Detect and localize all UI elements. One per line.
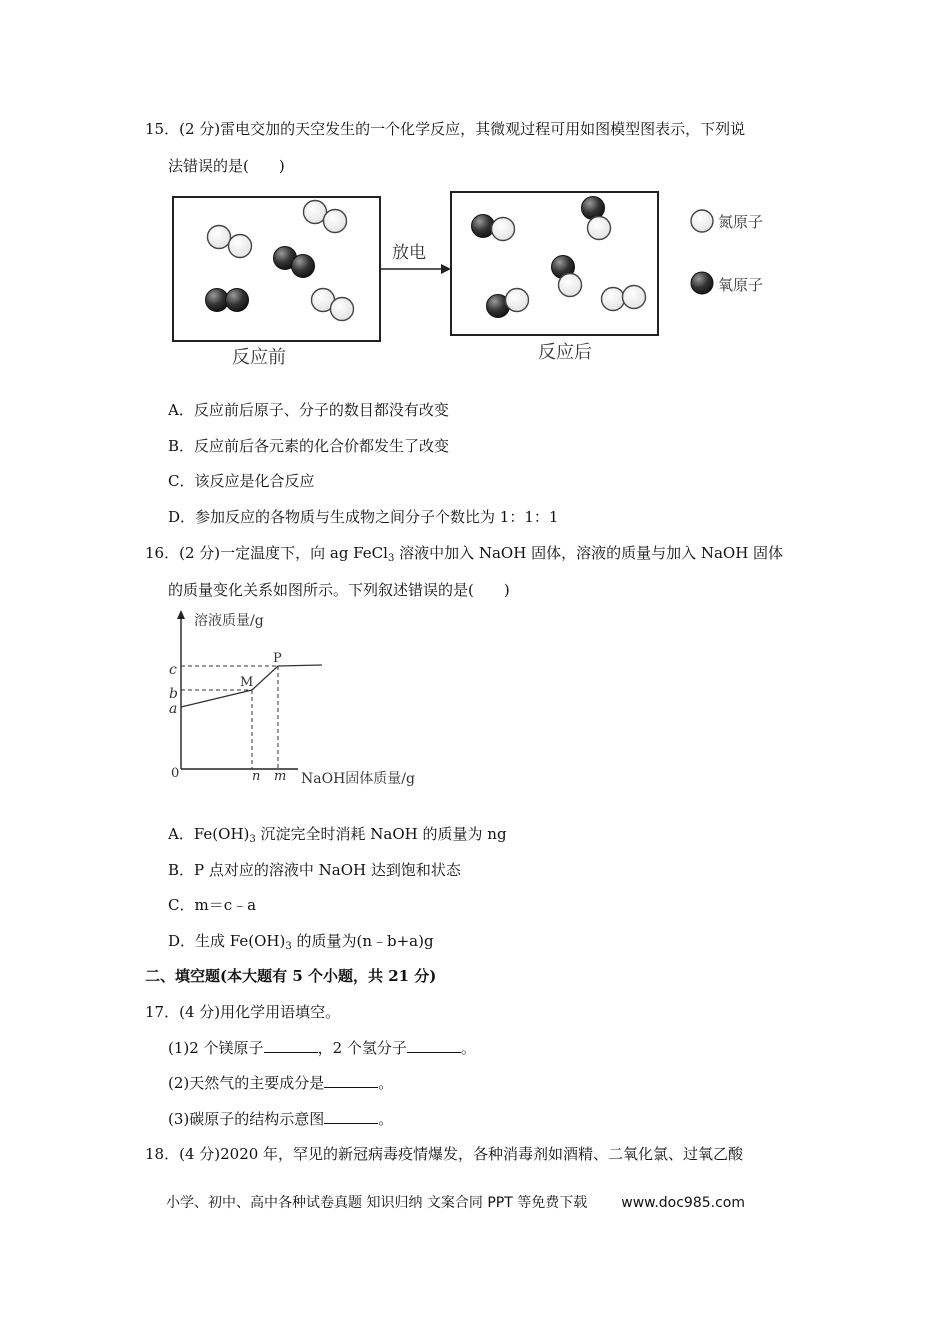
x-axis-label: NaOH固体质量/g bbox=[301, 771, 415, 787]
q18-stem-line1: 18．(4 分)2020 年，罕见的新冠病毒疫情爆发，各种消毒剂如酒精、二氧化氯、过氧乙酸 bbox=[145, 1145, 744, 1163]
q17-part3: (3)碳原子的结构示意图 。 bbox=[168, 1110, 394, 1128]
q16-option-d: D．生成 $Fe(OH)_3$ 的质量为(n﹣b+a)g bbox=[168, 932, 434, 952]
origin-label: 0 bbox=[171, 766, 180, 781]
n2-molecule bbox=[304, 201, 347, 233]
y-tick-b: b bbox=[169, 686, 178, 702]
y-axis-arrow bbox=[177, 610, 185, 619]
o2-molecule bbox=[274, 247, 315, 278]
q15-option-a: A．反应前后原子、分子的数目都没有改变 bbox=[168, 401, 449, 419]
page-footer bbox=[166, 1192, 745, 1212]
legend-nitrogen: 氮原子 bbox=[718, 213, 764, 231]
footer-url[interactable]: www.doc985.com bbox=[621, 1195, 745, 1211]
q15-molecule-diagram bbox=[160, 182, 800, 382]
n2-molecule bbox=[312, 289, 354, 321]
section-heading: 二、填空题(本大题有 5 个小题，共 21 分) bbox=[145, 967, 437, 985]
legend-oxygen: 氧原子 bbox=[718, 276, 764, 294]
after-label: 反应后 bbox=[538, 342, 592, 363]
answer-blank[interactable] bbox=[264, 1038, 318, 1053]
q16-stem-line1: 16．(2 分)一定温度下，向 ag FeCl$_3$ 溶液中加入 NaOH 固体，溶液的质量与加入 NaOH 固体 bbox=[145, 544, 784, 564]
q16-stem-line2: 的质量变化关系如图所示。下列叙述错误的是( ) bbox=[168, 581, 510, 599]
oxygen-atom-legend-icon bbox=[691, 272, 713, 294]
point-p-label: P bbox=[273, 651, 282, 666]
q17-part1: (1)2 个镁原子 ，2 个氢分子 。 bbox=[168, 1039, 476, 1057]
no-molecule bbox=[582, 197, 611, 240]
y-tick-a: a bbox=[169, 701, 178, 717]
o2-molecule bbox=[206, 289, 249, 312]
answer-blank[interactable] bbox=[407, 1038, 461, 1053]
q17-stem: 17．(4 分)用化学用语填空。 bbox=[145, 1003, 341, 1021]
no-molecule bbox=[552, 256, 582, 297]
arrow-head bbox=[441, 264, 451, 274]
q15-stem-line2: 法错误的是( ) bbox=[168, 157, 285, 175]
arrow-label: 放电 bbox=[392, 243, 426, 263]
x-tick-n: n bbox=[252, 769, 261, 784]
n2-molecule bbox=[602, 286, 646, 311]
before-label: 反应前 bbox=[232, 347, 286, 368]
no-molecule bbox=[472, 215, 515, 241]
footer-text: 小学、初中、高中各种试卷真题 知识归纳 文案合同 PPT 等免费下载 bbox=[166, 1195, 588, 1211]
answer-blank[interactable] bbox=[324, 1109, 378, 1124]
answer-blank[interactable] bbox=[324, 1073, 378, 1088]
q15-option-d: D．参加反应的各物质与生成物之间分子个数比为 1：1：1 bbox=[168, 508, 559, 526]
no-molecule bbox=[487, 289, 529, 318]
q16-option-c: C．m＝c﹣a bbox=[168, 896, 257, 914]
before-reaction-box bbox=[173, 197, 380, 341]
q17-part2: (2)天然气的主要成分是 。 bbox=[168, 1074, 394, 1092]
q15-stem-line1: 15．(2 分)雷电交加的天空发生的一个化学反应，其微观过程可用如图模型图表示，下列说 bbox=[145, 120, 746, 138]
q15-option-c: C．该反应是化合反应 bbox=[168, 472, 315, 490]
q16-option-b: B．P 点对应的溶液中 NaOH 达到饱和状态 bbox=[168, 861, 461, 879]
y-axis-label: 溶液质量/g bbox=[194, 613, 264, 629]
point-m-label: M bbox=[240, 675, 254, 690]
y-tick-c: c bbox=[169, 662, 177, 678]
q16-mass-graph bbox=[160, 606, 440, 806]
q15-option-b: B．反应前后各元素的化合价都发生了改变 bbox=[168, 437, 450, 455]
nitrogen-atom-legend-icon bbox=[691, 210, 713, 232]
x-tick-m: m bbox=[274, 769, 287, 784]
q16-option-a: A．$Fe(OH)_3$ 沉淀完全时消耗 NaOH 的质量为 ng bbox=[168, 825, 507, 845]
n2-molecule bbox=[208, 226, 252, 258]
